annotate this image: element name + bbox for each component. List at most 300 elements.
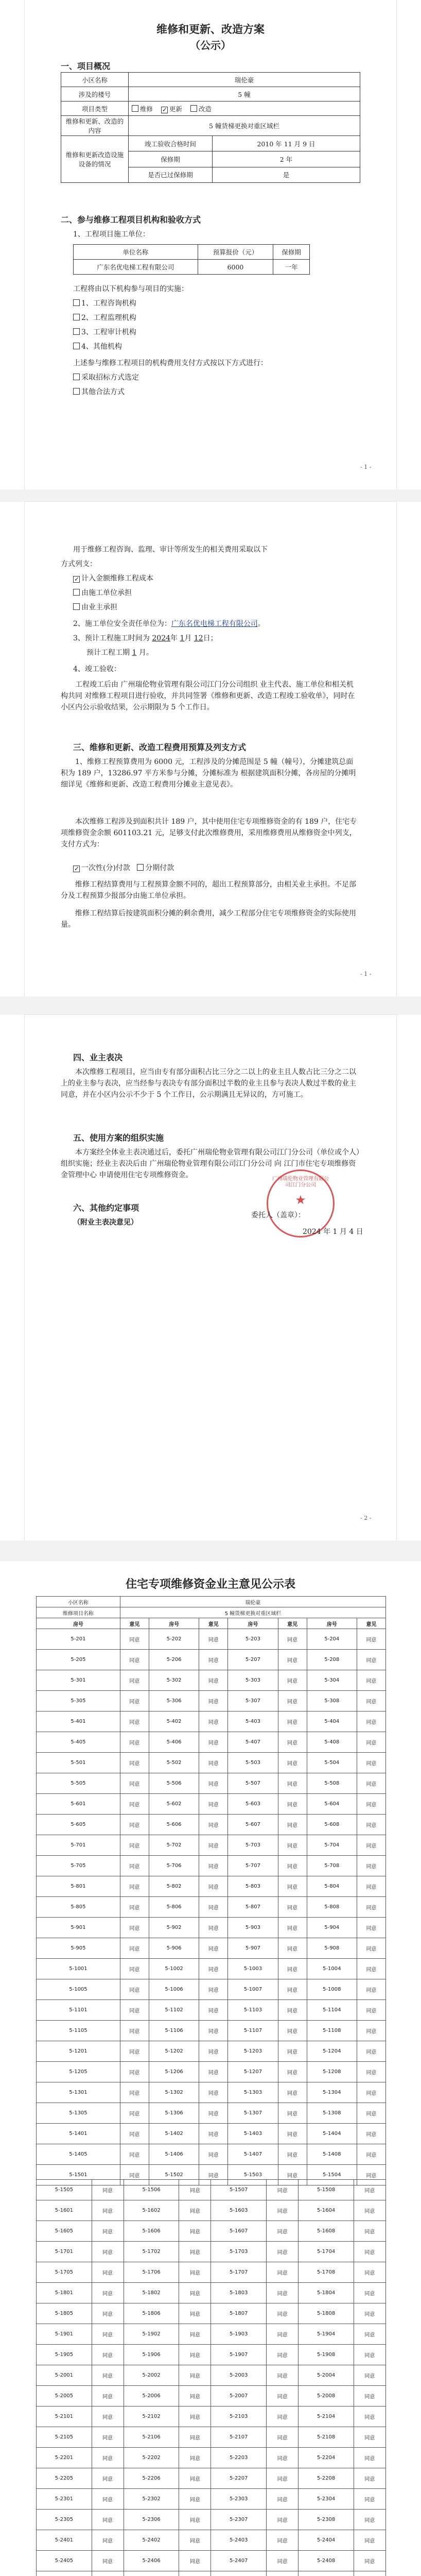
page-1	[25, 0, 396, 489]
vote-room: 5-1901	[37, 2324, 92, 2345]
vote-room: 5-1001	[37, 1959, 120, 1979]
vote-opinion: 同意	[199, 1773, 228, 1794]
vote-opinion: 同意	[179, 2530, 211, 2551]
s2-opt-2: 2、工程监理机构	[73, 312, 136, 324]
vote-opinion: 同意	[278, 1691, 307, 1711]
vote-room: 5-2201	[37, 2448, 92, 2468]
vote-room: 5-2402	[124, 2530, 179, 2551]
vote-opinion: 同意	[92, 2386, 124, 2406]
type-options	[129, 101, 360, 116]
vote-opinion: 同意	[354, 2283, 385, 2303]
vote-room: 5-307	[228, 1691, 278, 1711]
vote-room: 5-2405	[37, 2551, 92, 2571]
vote-project-value: 5 幢货梯更换对重区域栏	[120, 1607, 385, 1618]
p3-pay-1-checkbox	[73, 866, 80, 872]
vote-room: 5-2202	[124, 2448, 179, 2468]
vote-row	[37, 1815, 386, 1835]
vote-room: 5-1406	[149, 2144, 199, 2165]
page-gap	[0, 1540, 421, 1561]
vote-opinion: 同意	[278, 2062, 307, 2082]
vote-room: 5-304	[307, 1670, 357, 1691]
vote-opinion: 同意	[179, 2406, 211, 2427]
vote-room: 5-206	[149, 1650, 199, 1670]
vote-opinion	[354, 2571, 385, 2576]
vh-5: 意见	[278, 1618, 307, 1629]
vote-opinion: 同意	[199, 1629, 228, 1650]
vote-row	[37, 2303, 386, 2324]
vote-opinion: 同意	[179, 2427, 211, 2448]
vote-opinion: 同意	[357, 2062, 385, 2082]
vote-row	[37, 1856, 386, 1876]
vote-room: 5-1902	[124, 2324, 179, 2345]
type-checkbox-1	[132, 105, 138, 112]
p2-time-year: 2024	[152, 634, 171, 642]
vote-room: 5-1305	[37, 2103, 120, 2124]
s2-opt-4-label: 其他机构	[93, 343, 122, 351]
vote-room: 5-1002	[149, 1959, 199, 1979]
s2-opt-1-label: 工程咨询机构	[93, 299, 136, 308]
vh-0: 房号	[37, 1618, 120, 1629]
p2-safety-label: 2、施工单位安全责任单位为：	[73, 620, 171, 628]
vote-room: 5-1004	[307, 1959, 357, 1979]
s2-opt-3-checkbox	[73, 328, 80, 335]
vote-opinion: 同意	[357, 1670, 385, 1691]
vote-opinion: 同意	[278, 1856, 307, 1876]
vote-room: 5-1402	[149, 2124, 199, 2144]
vote-row	[37, 2365, 386, 2386]
vote-room: 5-1107	[228, 2021, 278, 2041]
vote-row	[37, 2530, 386, 2551]
vote-row	[37, 1691, 386, 1711]
vote-row	[37, 2468, 386, 2489]
vote-room: 5-1306	[149, 2103, 199, 2124]
vote-opinion: 同意	[120, 1794, 149, 1815]
vote-opinion: 同意	[179, 2386, 211, 2406]
p3-2-text: 本次维修工程涉及到面积共计 189 户，其中使用住宅专项维修资金的有 189 户，住宅专项维修资金余额 601103.21 元，足够支付此次维修费用，采用维修费用从维修资金中列支，支付方式为：	[61, 818, 357, 849]
vote-room: 5-1807	[211, 2303, 267, 2324]
vote-row	[37, 2041, 386, 2062]
vote-opinion: 同意	[199, 1959, 228, 1979]
vote-opinion: 同意	[278, 2124, 307, 2144]
vote-opinion: 同意	[199, 1897, 228, 1918]
vote-opinion: 同意	[179, 2303, 211, 2324]
vote-room: 5-2107	[211, 2427, 267, 2448]
vote-opinion	[267, 2571, 299, 2576]
vote-room: 5-903	[228, 1918, 278, 1938]
vote-opinion: 同意	[354, 2530, 385, 2551]
vote-row	[37, 2200, 386, 2221]
vote-opinion: 同意	[267, 2468, 299, 2489]
p2-time	[73, 633, 218, 644]
vote-room: 5-1103	[228, 2000, 278, 2021]
vote-header-row	[37, 1618, 386, 1629]
vote-room: 5-204	[307, 1629, 357, 1650]
page-gap	[0, 996, 421, 1015]
vote-opinion: 同意	[278, 1732, 307, 1753]
vote-opinion: 同意	[267, 2365, 299, 2386]
vote-room: 5-1808	[299, 2303, 354, 2324]
vote-room: 5-708	[307, 1856, 357, 1876]
project-info-table	[61, 72, 360, 183]
vote-opinion: 同意	[120, 1979, 149, 2000]
p3-pay-2-checkbox	[137, 864, 144, 871]
vote-opinion: 同意	[199, 1711, 228, 1732]
vote-opinion: 同意	[357, 1773, 385, 1794]
vote-room	[124, 2571, 179, 2576]
vote-opinion: 同意	[278, 2144, 307, 2165]
vote-room: 5-1907	[211, 2345, 267, 2365]
vote-opinion: 同意	[357, 1650, 385, 1670]
vote-room: 5-1207	[228, 2062, 278, 2082]
vote-opinion: 同意	[267, 2386, 299, 2406]
vote-room: 5-1304	[307, 2082, 357, 2103]
p2-safety-unit: 广东名优电梯工程有限公司	[171, 620, 258, 628]
unit-header-name: 单位名称	[74, 245, 198, 260]
vote-opinion: 同意	[278, 2103, 307, 2124]
vote-row	[37, 2262, 386, 2283]
vote-opinion: 同意	[354, 2489, 385, 2510]
vote-room: 5-201	[37, 1629, 120, 1650]
vote-opinion: 同意	[278, 1979, 307, 2000]
vote-opinion: 同意	[357, 2103, 385, 2124]
s2-pay-1-checkbox	[73, 374, 80, 380]
vote-opinion: 同意	[199, 1691, 228, 1711]
vote-opinion: 同意	[267, 2530, 299, 2551]
vote-opinion: 同意	[278, 1897, 307, 1918]
vote-opinion: 同意	[267, 2489, 299, 2510]
vote-opinion: 同意	[354, 2200, 385, 2221]
vote-opinion: 同意	[278, 1794, 307, 1815]
vote-opinion: 同意	[354, 2448, 385, 2468]
vote-room: 5-2205	[37, 2468, 92, 2489]
vh-2: 房号	[149, 1618, 199, 1629]
vote-opinion: 同意	[354, 2324, 385, 2345]
accept-date-label: 竣工验收合格时间	[129, 136, 213, 151]
vote-opinion: 同意	[179, 2365, 211, 2386]
vote-row	[37, 1979, 386, 2000]
p2-line-2: 方式列支：	[61, 560, 97, 568]
vote-room: 5-403	[228, 1711, 278, 1732]
vote-opinion: 同意	[92, 2551, 124, 2571]
vote-row	[37, 2448, 386, 2468]
vote-opinion	[179, 2571, 211, 2576]
vote-room: 5-707	[228, 1856, 278, 1876]
vote-opinion: 同意	[267, 2345, 299, 2365]
vote-room: 5-2407	[211, 2551, 267, 2571]
vote-opinion: 同意	[357, 1876, 385, 1897]
vote-room: 5-805	[37, 1897, 120, 1918]
reason-label: 维修和更新、改造的内容	[61, 116, 129, 136]
vote-room: 5-401	[37, 1711, 120, 1732]
p2-accept-heading: 4、竣工验收：	[73, 665, 121, 673]
vote-opinion: 同意	[120, 1650, 149, 1670]
vote-opinion: 同意	[92, 2510, 124, 2530]
vote-opinion: 同意	[267, 2283, 299, 2303]
vote-row	[37, 2489, 386, 2510]
p2-opt-3	[73, 602, 117, 613]
vote-room: 5-608	[307, 1815, 357, 1835]
vote-room: 5-407	[228, 1732, 278, 1753]
p3-1-text: 1、维修工程预算费用为 6000 元，工程涉及的分摊范围是 5 幢（幢号），分摊建筑总面积为 189 户，13286.97 平方米参与分摊，分摊标准为 根据建筑面积分摊，各房屋的分摊明细详见《维修和更新、改造工程费用分摊业主意见表》。	[61, 758, 356, 789]
vote-opinion: 同意	[357, 1815, 385, 1835]
vote-opinion: 同意	[199, 1650, 228, 1670]
p2-duration	[86, 647, 153, 658]
vote-room: 5-1601	[37, 2200, 92, 2221]
sign-label: 委托人（盖章）：	[251, 1211, 305, 1219]
vote-room: 5-2101	[37, 2406, 92, 2427]
vote-opinion: 同意	[179, 2221, 211, 2242]
vote-row	[37, 2386, 386, 2406]
p2-safety-end: 。	[257, 620, 265, 628]
vote-opinion: 同意	[267, 2551, 299, 2571]
vote-room: 5-306	[149, 1691, 199, 1711]
vote-room: 5-501	[37, 1753, 120, 1773]
appendix-note: （附业主表决意见）	[73, 1218, 138, 1227]
vote-room: 5-2303	[211, 2489, 267, 2510]
vote-opinion: 同意	[199, 1753, 228, 1773]
vote-row	[37, 2551, 386, 2571]
p2-line-1: 用于维修工程咨询、监理、审计等所发生的相关费用采取以下	[73, 546, 268, 554]
vote-room: 5-2004	[299, 2365, 354, 2386]
vote-opinion: 同意	[357, 1794, 385, 1815]
vote-room: 5-1708	[299, 2262, 354, 2283]
vote-room: 5-604	[307, 1794, 357, 1815]
vote-row	[37, 2221, 386, 2242]
p4-text: 本次维修工程项目，应当由专有部分面积占比三分之二以上的业主且人数占比三分之二以上的业主参与表决，应当经参与表决专有部分面积过半数的业主且参与表决人数过半数的业主同意，并在小区内公示不少于 5 个工作日，公示期满且无异议的，方可施工。	[61, 1068, 356, 1099]
s2-opt-1: 1、工程咨询机构	[73, 298, 136, 309]
vote-room: 5-705	[37, 1856, 120, 1876]
vote-room: 5-1702	[124, 2242, 179, 2262]
vote-opinion: 同意	[199, 2144, 228, 2165]
vote-opinion: 同意	[199, 1856, 228, 1876]
vote-room	[211, 2571, 267, 2576]
vote-opinion: 同意	[120, 1773, 149, 1794]
vote-row	[37, 2000, 386, 2021]
vote-room: 5-1407	[228, 2144, 278, 2165]
vote-room: 5-802	[149, 1876, 199, 1897]
vote-room: 5-1908	[299, 2345, 354, 2365]
vote-project-label: 维修项目名称	[37, 1607, 120, 1618]
vote-room: 5-703	[228, 1835, 278, 1856]
vote-opinion: 同意	[354, 2406, 385, 2427]
s2-pay-1	[73, 372, 139, 383]
vote-room: 5-1003	[228, 1959, 278, 1979]
vote-room: 5-1605	[37, 2221, 92, 2242]
vote-room: 5-1401	[37, 2124, 120, 2144]
vote-opinion: 同意	[267, 2324, 299, 2345]
vote-room: 5-1503	[228, 2165, 278, 2185]
vote-opinion: 同意	[278, 1650, 307, 1670]
vote-room: 5-1104	[307, 2000, 357, 2021]
page-number-2: - 1 -	[360, 971, 372, 977]
vote-opinion: 同意	[357, 1835, 385, 1856]
vote-opinion: 同意	[278, 1670, 307, 1691]
vote-opinion: 同意	[199, 2062, 228, 2082]
vh-1: 意见	[120, 1618, 149, 1629]
vote-opinion: 同意	[120, 1815, 149, 1835]
vote-room: 5-1804	[299, 2283, 354, 2303]
vote-room: 5-702	[149, 1835, 199, 1856]
page-3	[25, 1015, 396, 1540]
vote-room: 5-1806	[124, 2303, 179, 2324]
vote-community-label: 小区名称	[37, 1597, 120, 1607]
vote-room: 5-2408	[299, 2551, 354, 2571]
vote-opinion: 同意	[278, 1815, 307, 1835]
section-3-heading: 三、维修和更新、改造工程费用预算及列支方式	[73, 742, 247, 752]
vote-room: 5-906	[149, 1938, 199, 1959]
vote-opinion: 同意	[120, 1938, 149, 1959]
vote-room: 5-1101	[37, 2000, 120, 2021]
type-checkbox-2	[161, 107, 168, 113]
vote-opinion: 同意	[199, 1732, 228, 1753]
vh-6: 房号	[307, 1618, 357, 1629]
vote-opinion: 同意	[120, 2082, 149, 2103]
vote-room: 5-205	[37, 1650, 120, 1670]
page-2	[25, 502, 396, 996]
vote-room: 5-606	[149, 1815, 199, 1835]
vote-opinion: 同意	[267, 2303, 299, 2324]
vote-room: 5-907	[228, 1938, 278, 1959]
vote-row	[37, 1876, 386, 1897]
vote-room: 5-1803	[211, 2283, 267, 2303]
vote-room: 5-508	[307, 1773, 357, 1794]
vote-opinion: 同意	[199, 1938, 228, 1959]
vote-opinion: 同意	[354, 2303, 385, 2324]
vote-opinion: 同意	[92, 2365, 124, 2386]
vote-room: 5-1403	[228, 2124, 278, 2144]
vote-room: 5-2003	[211, 2365, 267, 2386]
reason-value: 5 幢货梯更换对重区域栏	[129, 116, 360, 136]
vh-4: 房号	[228, 1618, 278, 1629]
type-label: 项目类型	[61, 101, 129, 116]
p3-pay-1-label: 一次性(分)付款	[81, 864, 130, 872]
vote-room: 5-1608	[299, 2221, 354, 2242]
vote-row	[37, 1938, 386, 1959]
vote-opinion: 同意	[120, 1629, 149, 1650]
vote-room: 5-1504	[307, 2165, 357, 2185]
vote-community-value: 瑞伦豪	[120, 1597, 385, 1607]
vote-room: 5-1201	[37, 2041, 120, 2062]
vote-room: 5-607	[228, 1815, 278, 1835]
unit-warranty: 一年	[273, 260, 310, 275]
vote-room: 5-701	[37, 1835, 120, 1856]
vote-opinion: 同意	[120, 1918, 149, 1938]
vote-room: 5-2203	[211, 2448, 267, 2468]
vote-opinion: 同意	[357, 2041, 385, 2062]
vote-opinion: 同意	[199, 2021, 228, 2041]
vote-room: 5-308	[307, 1691, 357, 1711]
s2-opt-3-label: 工程审计机构	[93, 328, 136, 336]
s2-pay-2	[73, 386, 125, 398]
vote-room: 5-1108	[307, 2021, 357, 2041]
s2-3-text: 上述参与维修工程项目的机构费用支付方式按以下方式进行：	[73, 359, 268, 367]
vote-opinion: 同意	[120, 1670, 149, 1691]
vote-room: 5-1701	[37, 2242, 92, 2262]
vote-room: 5-1604	[299, 2200, 354, 2221]
vote-room: 5-1303	[228, 2082, 278, 2103]
vote-room: 5-1203	[228, 2041, 278, 2062]
vote-opinion: 同意	[357, 1959, 385, 1979]
p2-opt-2-checkbox	[73, 589, 80, 596]
vote-room: 5-2106	[124, 2427, 179, 2448]
doc-title: 维修和更新、改造方案	[156, 23, 265, 36]
vote-room: 5-905	[37, 1938, 120, 1959]
vote-opinion: 同意	[199, 1918, 228, 1938]
doc-subtitle: （公示）	[190, 39, 231, 52]
vote-room: 5-1302	[149, 2082, 199, 2103]
vote-room: 5-2204	[299, 2448, 354, 2468]
vote-room: 5-1703	[211, 2242, 267, 2262]
vote-room: 5-1404	[307, 2124, 357, 2144]
s2-opt-3: 3、工程审计机构	[73, 327, 136, 338]
sign-date: 2024 年 1 月 4 日	[303, 1228, 363, 1236]
vote-room: 5-1508	[299, 2180, 354, 2200]
vote-room: 5-2001	[37, 2365, 92, 2386]
seal-star-icon: ★	[295, 1193, 306, 1207]
vote-opinion: 同意	[354, 2510, 385, 2530]
vote-opinion: 同意	[357, 1629, 385, 1650]
community-value: 瑞伦豪	[129, 73, 360, 87]
vote-room: 5-601	[37, 1794, 120, 1815]
vote-room: 5-402	[149, 1711, 199, 1732]
vote-room: 5-1008	[307, 1979, 357, 2000]
vote-opinion: 同意	[354, 2262, 385, 2283]
vote-opinion: 同意	[278, 2082, 307, 2103]
vote-opinion: 同意	[357, 1918, 385, 1938]
vote-room: 5-2007	[211, 2386, 267, 2406]
p2-opt-1	[73, 573, 153, 584]
p2-opt-1-checkbox	[73, 576, 80, 583]
vote-opinion: 同意	[354, 2365, 385, 2386]
vote-room: 5-1106	[149, 2021, 199, 2041]
vote-room: 5-2401	[37, 2530, 92, 2551]
building-label: 涉及的楼号	[61, 87, 129, 101]
vote-room: 5-1704	[299, 2242, 354, 2262]
vote-opinion: 同意	[179, 2200, 211, 2221]
vote-room: 5-1706	[124, 2262, 179, 2283]
vote-opinion: 同意	[179, 2180, 211, 2200]
vote-opinion: 同意	[92, 2345, 124, 2365]
vote-room: 5-1607	[211, 2221, 267, 2242]
vote-opinion: 同意	[199, 1670, 228, 1691]
vote-room: 5-502	[149, 1753, 199, 1773]
vote-opinion	[92, 2571, 124, 2576]
s2-opt-4-checkbox	[73, 343, 80, 349]
s2-1-text: 1、工程项目施工单位：	[73, 230, 150, 239]
vote-room: 5-207	[228, 1650, 278, 1670]
vote-opinion: 同意	[357, 2124, 385, 2144]
vote-room: 5-803	[228, 1876, 278, 1897]
vote-opinion: 同意	[357, 1897, 385, 1918]
vote-opinion: 同意	[267, 2242, 299, 2262]
vote-opinion: 同意	[354, 2221, 385, 2242]
vote-title: 住宅专项维修资金业主意见公示表	[125, 1578, 295, 1591]
vote-opinion: 同意	[92, 2200, 124, 2221]
vote-opinion: 同意	[357, 2082, 385, 2103]
s2-opt-4: 4、其他机构	[73, 341, 122, 352]
s2-pay-1-label: 采取招标方式选定	[81, 374, 139, 382]
vote-opinion: 同意	[199, 1979, 228, 2000]
vote-opinion: 同意	[357, 1732, 385, 1753]
vote-opinion: 同意	[278, 1711, 307, 1732]
accept-date-value: 2010 年 11 月 9 日	[213, 136, 360, 151]
vote-row	[37, 1711, 386, 1732]
vote-room: 5-2306	[124, 2510, 179, 2530]
seal-text: 广州瑞伦物业管理有限公司江门分公司	[272, 1176, 329, 1188]
vote-room: 5-706	[149, 1856, 199, 1876]
vote-room: 5-504	[307, 1753, 357, 1773]
vote-room: 5-1705	[37, 2262, 92, 2283]
